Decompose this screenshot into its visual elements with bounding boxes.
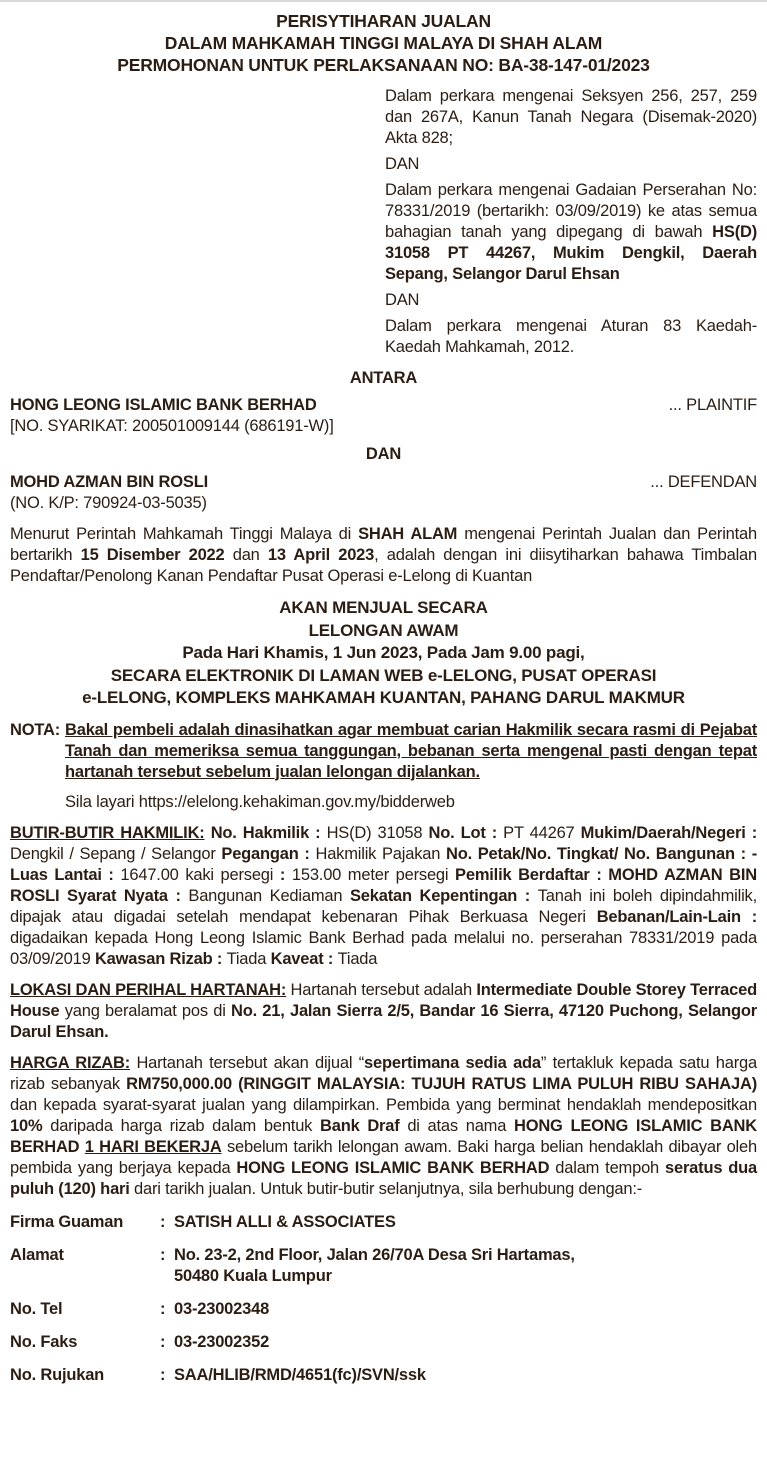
contact-row-reference (10, 1365, 757, 1386)
recital-section-law: Dalam perkara mengenai Seksyen 256, 257, 259 dan 267A, Kanun Tanah Negara (Disemak-2020) Akta 828; (385, 87, 757, 147)
case-number-line: PERMOHONAN UNTUK PERLAKSANAAN NO: BA-38-147-01/2023 (117, 55, 650, 75)
reference-number: SAA/HLIB/RMD/4651(fc)/SVN/ssk (174, 1365, 426, 1384)
recital-court-rules: Dalam perkara mengenai Aturan 83 Kaedah-Kaedah Mahkamah, 2012. (385, 317, 757, 356)
notice-title: PERISYTIHARAN JUALAN (276, 11, 491, 31)
title-details-paragraph: BUTIR-BUTIR HAKMILIK: No. Hakmilik : HS(D) 31058 No. Lot : PT 44267 Mukim/Daerah/Negeri : Dengkil / Sepang / Selangor Pegangan : Hakmilik Pajakan No. Petak/No. Tingkat/ No. Bangunan : - Luas Lantai : 1647.00 kaki persegi : 153.00 meter persegi Pemilik Berdaftar : MOHD AZMAN BIN ROSLI Syarat Nyata : Bangunan Kediaman Sekatan Kepentingan : Tanah ini boleh dipindahmilik, dipajak atau digadai setelah mendapat kebenaran Pihak Berkuasa Negeri Bebanan/Lain-Lain : digadaikan kepada Hong Leong Islamic Bank Berhad pada melalui no. perserahan 78331/2019 pada 03/09/2019 Kawasan Rizab : Tiada Kaveat : Tiada (10, 823, 757, 968)
contact-separator: : (160, 1245, 166, 1264)
court-order-paragraph: Menurut Perintah Mahkamah Tinggi Malaya di SHAH ALAM mengenai Perintah Jualan dan Perintah bertarikh 15 Disember 2022 dan 13 April 2023, adalah dengan ini diisytiharkan bahawa Timbalan Pendaftar/Penolong Kanan Pendaftar Pusat Operasi e-Lelong di Kuantan (10, 525, 757, 585)
contact-label: No. Rujukan (10, 1365, 105, 1384)
phone-number: 03-23002348 (174, 1299, 270, 1318)
nota-label: NOTA: (10, 720, 61, 739)
contact-row-law-firm (10, 1212, 757, 1233)
fax-number: 03-23002352 (174, 1332, 270, 1351)
contact-row-address (10, 1245, 757, 1287)
defendant-name: MOHD AZMAN BIN ROSLI (10, 473, 208, 491)
contact-separator: : (160, 1299, 166, 1318)
nota-advice-text: Bakal pembeli adalah dinasihatkan agar membuat carian Hakmilik secara rasmi di Pejabat Tanah dan memeriksa semua tanggungan, bebanan serta mengenal pasti dengan tepat hartanah tersebut sebelum jualan lelongan dijalankan. (65, 720, 757, 781)
auction-announcement-block (10, 597, 757, 710)
recital-dan-2: DAN (385, 291, 420, 309)
address-line-1: No. 23-2, 2nd Floor, Jalan 26/70A Desa Sri Hartamas, (174, 1245, 575, 1264)
location-paragraph: LOKASI DAN PERIHAL HARTANAH: Hartanah tersebut adalah Intermediate Double Storey Terraced House yang beralamat pos di No. 21, Jalan Sierra 2/5, Bandar 16 Sierra, 47120 Puchong, Selangor Darul Ehsan. (10, 980, 757, 1041)
contact-label: Firma Guaman (10, 1212, 124, 1231)
auction-line-sell: AKAN MENJUAL SECARA (279, 598, 488, 617)
law-firm-address (174, 1245, 757, 1287)
recitals-block (385, 86, 757, 358)
defendant-ic-number: (NO. K/P: 790924-03-5035) (10, 494, 207, 512)
defendant-role: ... DEFENDAN (650, 473, 757, 491)
bidder-website-line: Sila layari https://elelong.kehakiman.gov.my/bidderweb (65, 792, 455, 811)
auction-datetime: Pada Hari Khamis, 1 Jun 2023, Pada Jam 9.00 pagi, (182, 643, 585, 662)
recital-dan-1: DAN (385, 155, 420, 173)
court-title: DALAM MAHKAMAH TINGGI MALAYA DI SHAH ALAM (164, 33, 603, 53)
address-line-2: 50480 Kuala Lumpur (174, 1266, 332, 1285)
contact-label: Alamat (10, 1245, 64, 1264)
contact-separator: : (160, 1365, 166, 1384)
document-header (10, 10, 757, 76)
recital-charge-details: Dalam perkara mengenai Gadaian Perserahan No: 78331/2019 (bertarikh: 03/09/2019) ke atas semua bahagian tanah yang dipegang di bawah HS(D) 31058 PT 44267, Mukim Dengkil, Daerah Sepang, Selangor Darul Ehsan (385, 181, 757, 283)
plaintiff-company-number: [NO. SYARIKAT: 200501009144 (686191-W)] (10, 417, 334, 435)
contact-label: No. Faks (10, 1332, 78, 1351)
plaintiff-row (10, 395, 757, 416)
contact-section (10, 1212, 757, 1386)
law-firm-name: SATISH ALLI & ASSOCIATES (174, 1212, 396, 1231)
auction-line-public: LELONGAN AWAM (308, 620, 459, 640)
contact-separator: : (160, 1332, 166, 1351)
defendant-row (10, 472, 757, 493)
contact-label: No. Tel (10, 1299, 63, 1318)
contact-row-phone (10, 1299, 757, 1320)
plaintiff-role: ... PLAINTIF (668, 396, 757, 414)
auction-method-line1: SECARA ELEKTRONIK DI LAMAN WEB e-LELONG, PUSAT OPERASI (110, 665, 657, 685)
parties-dan-heading: DAN (365, 445, 402, 463)
reserve-price-paragraph: HARGA RIZAB: Hartanah tersebut akan dijual “sepertimana sedia ada” tertakluk kepada satu harga rizab sebanyak RM750,000.00 (RINGGIT MALAYSIA: TUJUH RATUS LIMA PULUH RIBU SAHAJA) dan kepada syarat-syarat jualan yang dilampirkan. Pembida yang berminat hendaklah mendepositkan 10% daripada harga rizab dalam bentuk Bank Draf di atas nama HONG LEONG ISLAMIC BANK BERHAD 1 HARI BEKERJA sebelum tarikh lelongan awam. Baki harga belian hendaklah dibayar oleh pembida yang berjaya kepada HONG LEONG ISLAMIC BANK BERHAD dalam tempoh seratus dua puluh (120) hari dari tarikh jualan. Untuk butir-butir selanjutnya, sila berhubung dengan:- (10, 1053, 758, 1198)
auction-method-line2: e-LELONG, KOMPLEKS MAHKAMAH KUANTAN, PAHANG DARUL MAKMUR (82, 688, 685, 707)
contact-row-fax (10, 1332, 757, 1353)
antara-heading: ANTARA (349, 369, 418, 387)
plaintiff-name: HONG LEONG ISLAMIC BANK BERHAD (10, 396, 317, 414)
contact-separator: : (160, 1212, 166, 1231)
nota-section (10, 720, 757, 783)
